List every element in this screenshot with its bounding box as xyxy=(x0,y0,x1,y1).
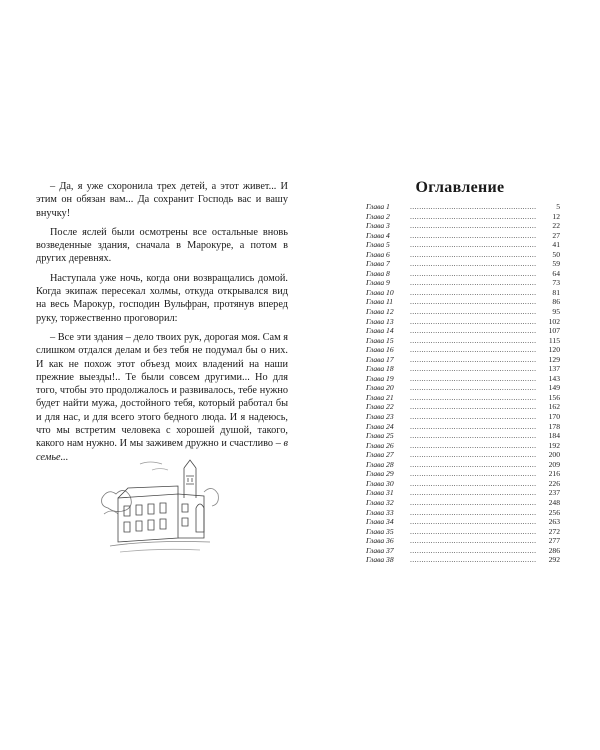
toc-entry-leader xyxy=(410,498,536,508)
toc-entry-label: Глава 35 xyxy=(366,526,394,536)
toc-entry-page: 209 xyxy=(548,459,560,469)
toc-entry-page: 248 xyxy=(548,497,560,507)
toc-entry-page: 27 xyxy=(552,230,560,240)
toc-list xyxy=(360,202,560,565)
toc-entry-label: Глава 23 xyxy=(366,412,394,422)
toc-entry xyxy=(366,422,560,432)
toc-entry-leader xyxy=(410,288,536,298)
toc-entry-page: 237 xyxy=(548,488,560,498)
toc-entry-label: Глава 9 xyxy=(366,278,390,288)
toc-entry-leader xyxy=(410,422,536,432)
toc-entry xyxy=(366,460,560,470)
toc-entry xyxy=(366,269,560,279)
toc-entry-page: 41 xyxy=(552,240,560,250)
toc-entry-label: Глава 4 xyxy=(366,230,390,240)
toc-entry-label: Глава 17 xyxy=(366,354,394,364)
toc-entry-page: 129 xyxy=(548,354,560,364)
toc-entry xyxy=(366,336,560,346)
toc-entry-leader xyxy=(410,307,536,317)
toc-entry-leader xyxy=(410,469,536,479)
toc-entry xyxy=(366,555,560,565)
toc-entry-leader xyxy=(410,383,536,393)
toc-entry-label: Глава 24 xyxy=(366,421,394,431)
toc-entry-leader xyxy=(410,259,536,269)
toc-entry-leader xyxy=(410,488,536,498)
toc-entry-page: 192 xyxy=(548,440,560,450)
toc-entry xyxy=(366,374,560,384)
toc-entry-page: 184 xyxy=(548,431,560,441)
toc-entry-page: 178 xyxy=(548,421,560,431)
toc-entry-label: Глава 38 xyxy=(366,555,394,565)
toc-entry-label: Глава 28 xyxy=(366,459,394,469)
toc-entry xyxy=(366,259,560,269)
toc-entry-label: Глава 19 xyxy=(366,373,394,383)
toc-entry-label: Глава 6 xyxy=(366,249,390,259)
toc-entry-label: Глава 11 xyxy=(366,297,394,307)
toc-entry-page: 226 xyxy=(548,478,560,488)
toc-entry-page: 277 xyxy=(548,536,560,546)
toc-entry-label: Глава 13 xyxy=(366,316,394,326)
toc-entry xyxy=(366,212,560,222)
toc-entry-label: Глава 14 xyxy=(366,326,394,336)
paragraph-3: Наступала уже ночь, когда они возвращались домой. Когда экипаж пересекал холмы, откуда открывался вид на весь Марокур, господин Вульфран, протянув вперед руку, торжественно проговорил: xyxy=(36,272,288,324)
toc-entry xyxy=(366,517,560,527)
toc-entry xyxy=(366,393,560,403)
toc-entry-page: 143 xyxy=(548,373,560,383)
toc-entry-leader xyxy=(410,393,536,403)
toc-entry-page: 286 xyxy=(548,545,560,555)
toc-entry xyxy=(366,412,560,422)
left-page xyxy=(36,180,288,464)
toc-entry-leader xyxy=(410,508,536,518)
toc-entry-label: Глава 2 xyxy=(366,211,390,221)
toc-entry xyxy=(366,431,560,441)
toc-entry-leader xyxy=(410,278,536,288)
paragraph-1: – Да, я уже схоронила трех детей, а этот живет... И этим он обязан вам... Да сохранит Господь вас и вашу внучку! xyxy=(36,181,288,219)
toc-entry-leader xyxy=(410,336,536,346)
toc-entry-page: 64 xyxy=(552,268,560,278)
toc-entry xyxy=(366,402,560,412)
toc-entry xyxy=(366,297,560,307)
toc-entry-label: Глава 22 xyxy=(366,402,394,412)
toc-entry xyxy=(366,288,560,298)
toc-entry-page: 162 xyxy=(548,402,560,412)
townhouse-sketch-icon xyxy=(100,458,220,558)
toc-entry-page: 107 xyxy=(548,326,560,336)
toc-entry-label: Глава 21 xyxy=(366,392,394,402)
toc-entry-leader xyxy=(410,374,536,384)
toc-entry-leader xyxy=(410,402,536,412)
toc-entry-label: Глава 34 xyxy=(366,517,394,527)
toc-entry-label: Глава 36 xyxy=(366,536,394,546)
toc-entry-leader xyxy=(410,269,536,279)
toc-entry-page: 50 xyxy=(552,249,560,259)
toc-entry-page: 102 xyxy=(548,316,560,326)
toc-entry-label: Глава 33 xyxy=(366,507,394,517)
toc-entry xyxy=(366,278,560,288)
toc-entry-page: 86 xyxy=(552,297,560,307)
toc-entry-label: Глава 20 xyxy=(366,383,394,393)
toc-entry xyxy=(366,202,560,212)
toc-entry xyxy=(366,508,560,518)
toc-entry-label: Глава 32 xyxy=(366,497,394,507)
toc-entry-label: Глава 16 xyxy=(366,345,394,355)
toc-entry xyxy=(366,498,560,508)
toc-entry-leader xyxy=(410,326,536,336)
toc-entry xyxy=(366,250,560,260)
toc-entry-label: Глава 12 xyxy=(366,307,394,317)
toc-entry-page: 81 xyxy=(552,287,560,297)
toc-entry-leader xyxy=(410,202,536,212)
toc-entry-page: 73 xyxy=(552,278,560,288)
toc-entry xyxy=(366,364,560,374)
right-page xyxy=(360,178,560,565)
toc-entry xyxy=(366,240,560,250)
toc-entry-label: Глава 29 xyxy=(366,469,394,479)
toc-entry-label: Глава 10 xyxy=(366,287,394,297)
toc-entry xyxy=(366,488,560,498)
toc-entry-label: Глава 7 xyxy=(366,259,390,269)
toc-entry-label: Глава 30 xyxy=(366,478,394,488)
toc-entry-page: 5 xyxy=(556,202,560,211)
toc-entry-leader xyxy=(410,250,536,260)
toc-entry xyxy=(366,231,560,241)
toc-entry xyxy=(366,383,560,393)
toc-entry-page: 272 xyxy=(548,526,560,536)
toc-entry xyxy=(366,221,560,231)
paragraph-4 xyxy=(36,331,288,464)
toc-entry-label: Глава 8 xyxy=(366,268,390,278)
toc-entry xyxy=(366,326,560,336)
toc-entry-leader xyxy=(410,431,536,441)
toc-entry-label: Глава 15 xyxy=(366,335,394,345)
toc-entry-page: 256 xyxy=(548,507,560,517)
toc-entry-leader xyxy=(410,364,536,374)
toc-entry xyxy=(366,441,560,451)
toc-entry-leader xyxy=(410,212,536,222)
toc-entry xyxy=(366,307,560,317)
toc-entry-leader xyxy=(410,240,536,250)
paragraph-4-text: – Все эти здания – дело твоих рук, дорогая моя. Сам я слишком отдался делам и без тебя не подумал бы о них. И как не похож этот объезд моих владений на наши прежние выезды!.. Те были совсем другими... Но для того, чтобы это продолжалось и развивалось, тебе нужно будет найти мужа, достойного тебя, который работал бы и для нас, и для всего этого бедного люда. И я надеюсь, что мы встретим человека с хорошей душой, такого, какого нам нужно. И мы заживем дружно и счастливо – xyxy=(36,331,288,450)
toc-entry xyxy=(366,317,560,327)
toc-entry-page: 22 xyxy=(552,221,560,231)
toc-entry-label: Глава 27 xyxy=(366,450,394,460)
toc-entry xyxy=(366,450,560,460)
toc-entry-page: 263 xyxy=(548,517,560,527)
toc-entry xyxy=(366,536,560,546)
toc-entry-page: 115 xyxy=(548,335,560,345)
toc-entry-label: Глава 3 xyxy=(366,221,390,231)
toc-entry xyxy=(366,469,560,479)
toc-entry-page: 156 xyxy=(548,392,560,402)
toc-entry-leader xyxy=(410,536,536,546)
toc-entry-leader xyxy=(410,231,536,241)
toc-entry-leader xyxy=(410,355,536,365)
toc-entry xyxy=(366,345,560,355)
toc-entry-leader xyxy=(410,441,536,451)
toc-entry-leader xyxy=(410,546,536,556)
toc-entry-page: 12 xyxy=(552,211,560,221)
toc-entry-label: Глава 25 xyxy=(366,431,394,441)
toc-entry-page: 149 xyxy=(548,383,560,393)
toc-entry-label: Глава 5 xyxy=(366,240,390,250)
toc-entry xyxy=(366,479,560,489)
toc-entry-page: 170 xyxy=(548,412,560,422)
toc-entry-page: 200 xyxy=(548,450,560,460)
toc-entry-label: Глава 26 xyxy=(366,440,394,450)
toc-entry-leader xyxy=(410,555,536,565)
toc-entry-leader xyxy=(410,517,536,527)
toc-title: Оглавление xyxy=(415,179,505,196)
toc-entry-label: Глава 31 xyxy=(366,488,394,498)
toc-entry-leader xyxy=(410,479,536,489)
toc-entry-leader xyxy=(410,317,536,327)
toc-entry xyxy=(366,355,560,365)
closing-italic-text: в семье... xyxy=(36,438,288,463)
toc-entry xyxy=(366,546,560,556)
toc-entry-label: Глава 18 xyxy=(366,364,394,374)
toc-entry-leader xyxy=(410,345,536,355)
toc-entry xyxy=(366,527,560,537)
toc-entry-leader xyxy=(410,412,536,422)
toc-entry-page: 292 xyxy=(548,555,560,565)
toc-entry-leader xyxy=(410,221,536,231)
toc-entry-label: Глава 1 xyxy=(366,202,390,211)
toc-entry-page: 59 xyxy=(552,259,560,269)
toc-entry-page: 95 xyxy=(552,307,560,317)
toc-entry-page: 216 xyxy=(548,469,560,479)
paragraph-2: После яслей были осмотрены все остальные вновь возведенные здания, сначала в Марокуре, а потом в других деревнях. xyxy=(36,226,288,265)
toc-entry-page: 137 xyxy=(548,364,560,374)
toc-entry-page: 120 xyxy=(548,345,560,355)
toc-entry-leader xyxy=(410,297,536,307)
toc-entry-leader xyxy=(410,527,536,537)
toc-entry-leader xyxy=(410,460,536,470)
toc-entry-leader xyxy=(410,450,536,460)
toc-entry-label: Глава 37 xyxy=(366,545,394,555)
